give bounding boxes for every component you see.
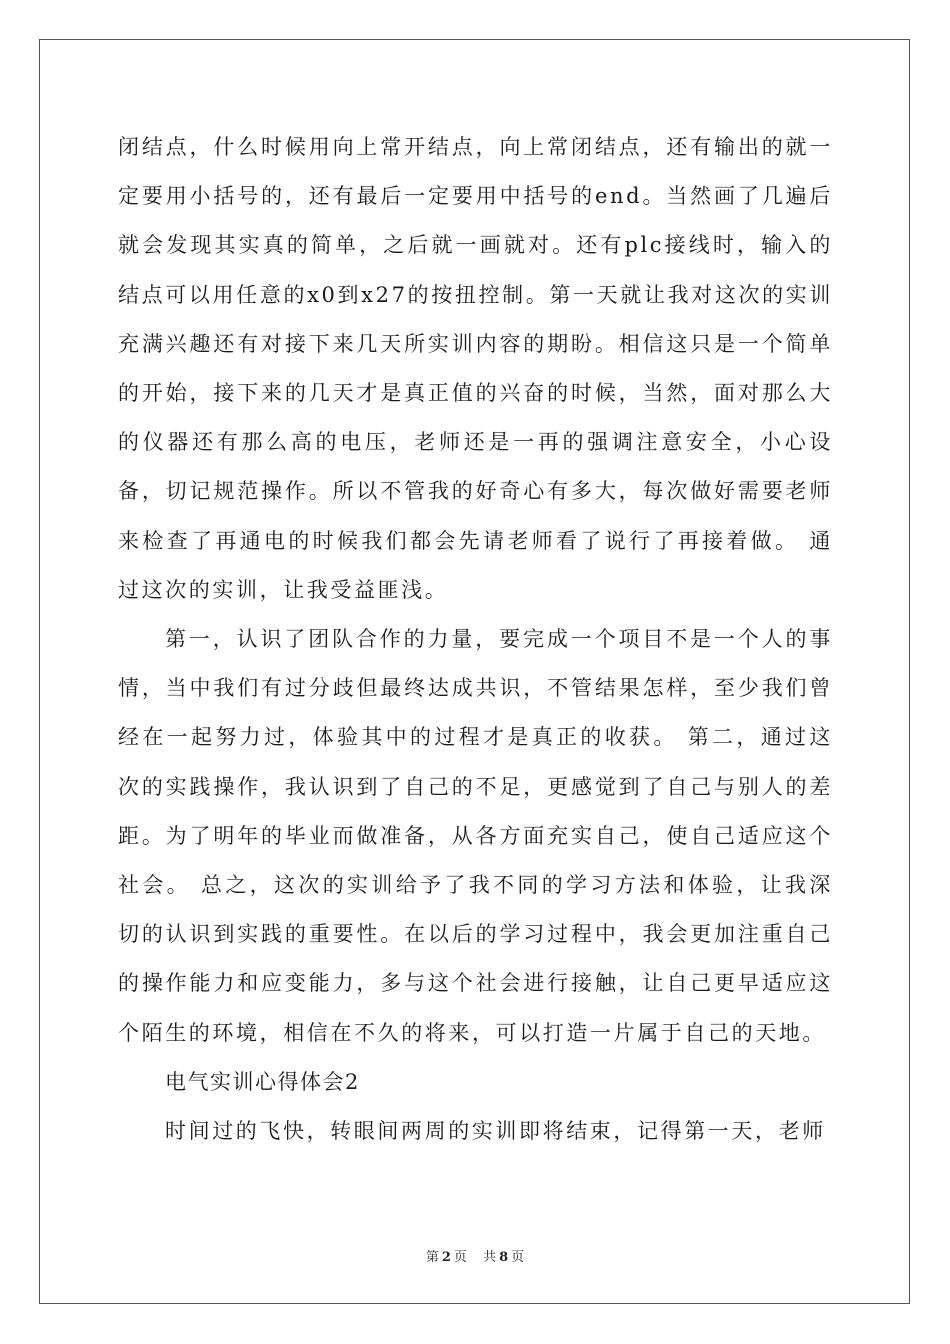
body-paragraph-2: 第一，认识了团队合作的力量，要完成一个项目不是一个人的事情，当中我们有过分歧但最终达成共识，不管结果怎样，至少我们曾经在一起努力过，体验其中的过程才是真正的收获。 第二，通过这次的实践操作，我认识到了自己的不足，更感觉到了自己与别人的差距。为了明年的毕业而做准备，从各方面充实自己，使自己适应这个社会。 总之，这次的实训给予了我不同的学习方法和体验，让我深切的认识到实践的重要性。在以后的学习过程中，我会更加注重自己的操作能力和应变能力，多与这个社会进行接触，让自己更早适应这个陌生的环境，相信在不久的将来，可以打造一片属于自己的天地。 — [118, 627, 833, 1045]
total-indicator — [480, 1250, 527, 1265]
section-heading: 电气实训心得体会2 — [165, 1069, 360, 1094]
document-body — [118, 123, 833, 1156]
body-paragraph-1: 闭结点，什么时候用向上常开结点，向上常闭结点，还有输出的就一定要用小括号的，还有最后一定要用中括号的end。当然画了几遍后就会发现其实真的简单，之后就一画就对。还有plc接线时，输入的结点可以用任意的x0到x27的按扭控制。第一天就让我对这次的实训充满兴趣还有对接下来几天所实训内容的期盼。相信这只是一个简单的开始，接下来的几天才是真正值的兴奋的时候，当然，面对那么大的仪器还有那么高的电压，老师还是一再的强调注意安全，小心设备，切记规范操作。所以不管我的好奇心有多大，每次做好需要老师来检查了再通电的时候我们都会先请老师看了说行了再接着做。 通过这次的实训，让我受益匪浅。 — [118, 135, 833, 602]
total-suffix: 页 — [511, 1250, 525, 1265]
page-number: 2 — [441, 1250, 451, 1265]
page-prefix: 第 — [425, 1250, 439, 1265]
page-indicator — [423, 1250, 470, 1265]
body-paragraph-3: 时间过的飞快，转眼间两周的实训即将结束，记得第一天，老师 — [165, 1119, 826, 1144]
page-suffix: 页 — [453, 1250, 467, 1265]
total-pages: 8 — [499, 1250, 509, 1265]
total-prefix: 共 — [483, 1250, 497, 1265]
page-footer — [0, 1246, 950, 1265]
